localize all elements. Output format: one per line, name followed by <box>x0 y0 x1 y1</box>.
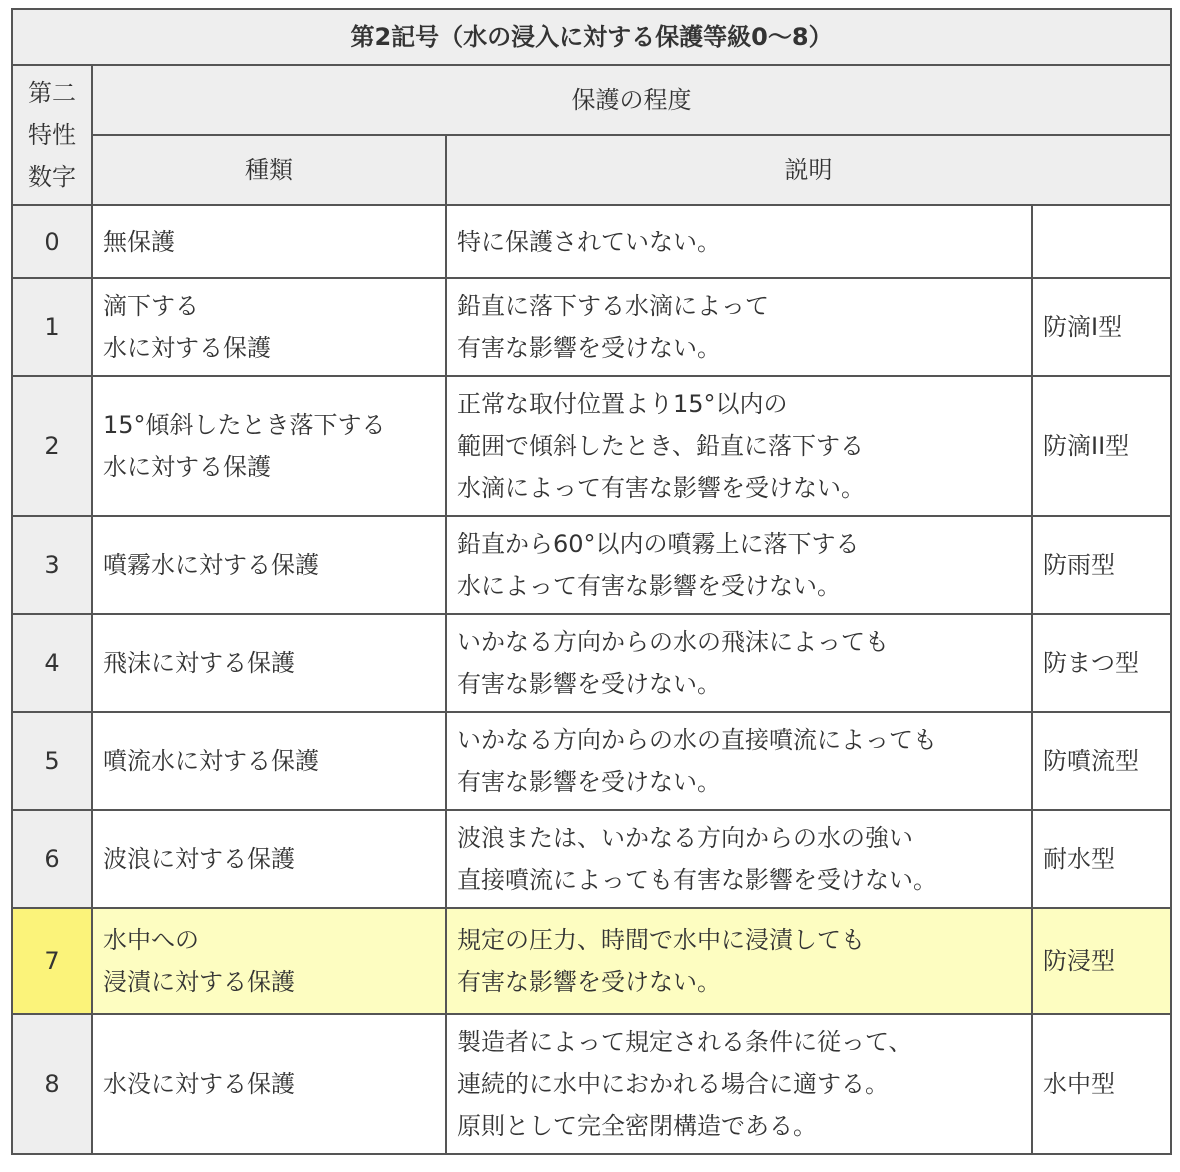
grade-number: 0 <box>12 205 92 278</box>
protection-type-line: 水中への <box>103 926 199 954</box>
protection-description-line: 特に保護されていない。 <box>457 227 721 256</box>
protection-class-name: 防まつ型 <box>1032 614 1171 712</box>
protection-type-line: 飛沫に対する保護 <box>103 649 295 677</box>
protection-description-line: 有害な影響を受けない。 <box>457 334 721 362</box>
protection-description <box>446 516 1032 614</box>
protection-class-name: 防浸型 <box>1032 908 1171 1014</box>
protection-description-line: 水によって有害な影響を受けない。 <box>457 572 841 600</box>
protection-type-line: 噴流水に対する保護 <box>103 747 319 775</box>
protection-description-line: 鉛直に落下する水滴によって <box>457 292 769 320</box>
grade-number: 3 <box>12 516 92 614</box>
grade-number: 2 <box>12 376 92 516</box>
protection-type <box>92 278 446 376</box>
protection-description <box>446 1014 1032 1154</box>
table-row <box>12 810 1171 908</box>
protection-description-line: 有害な影響を受けない。 <box>457 768 721 796</box>
protection-description-line: 鉛直から60°以内の噴霧上に落下する <box>457 530 860 558</box>
protection-description-line: 波浪または、いかなる方向からの水の強い <box>457 824 913 852</box>
protection-type <box>92 1014 446 1154</box>
protection-description <box>446 376 1032 516</box>
table-row <box>12 908 1171 1014</box>
table-row <box>12 278 1171 376</box>
protection-type-line: 水没に対する保護 <box>103 1070 295 1098</box>
protection-class-name: 防雨型 <box>1032 516 1171 614</box>
protection-class-name: 耐水型 <box>1032 810 1171 908</box>
protection-description-line: 水滴によって有害な影響を受けない。 <box>457 474 865 502</box>
grade-number: 4 <box>12 614 92 712</box>
grade-number: 5 <box>12 712 92 810</box>
grade-number: 8 <box>12 1014 92 1154</box>
protection-type <box>92 614 446 712</box>
protection-type <box>92 810 446 908</box>
table-row <box>12 516 1171 614</box>
header-digit-line: 数字 <box>28 163 76 191</box>
protection-type-line: 噴霧水に対する保護 <box>103 551 319 579</box>
protection-description <box>446 278 1032 376</box>
protection-type-line: 15°傾斜したとき落下する <box>103 411 386 439</box>
grade-number: 1 <box>12 278 92 376</box>
protection-description-line: いかなる方向からの水の直接噴流によっても <box>457 726 937 754</box>
protection-class-name: 防噴流型 <box>1032 712 1171 810</box>
protection-type-line: 滴下する <box>103 292 199 320</box>
protection-description-line: 有害な影響を受けない。 <box>457 670 721 698</box>
header-description: 説明 <box>446 135 1171 205</box>
protection-description-line: 範囲で傾斜したとき、鉛直に落下する <box>457 432 865 460</box>
protection-type <box>92 516 446 614</box>
protection-type <box>92 712 446 810</box>
table-row <box>12 614 1171 712</box>
header-digit-line: 第二 <box>28 79 76 107</box>
table-row <box>12 1014 1171 1154</box>
protection-type <box>92 908 446 1014</box>
protection-description <box>446 810 1032 908</box>
protection-type-line: 水に対する保護 <box>103 453 271 481</box>
protection-class-name: 防滴II型 <box>1032 376 1171 516</box>
protection-class-name: 水中型 <box>1032 1014 1171 1154</box>
protection-description <box>446 712 1032 810</box>
protection-description-line: 直接噴流によっても有害な影響を受けない。 <box>457 866 937 894</box>
protection-type <box>92 205 446 278</box>
header-digit-line: 特性 <box>28 121 76 149</box>
grade-number: 6 <box>12 810 92 908</box>
protection-class-name <box>1032 205 1171 278</box>
protection-description-line: いかなる方向からの水の飛沫によっても <box>457 628 889 656</box>
table-row <box>12 205 1171 278</box>
protection-type-line: 水に対する保護 <box>103 334 271 362</box>
protection-description-line: 有害な影響を受けない。 <box>457 968 721 996</box>
header-digit <box>12 65 92 205</box>
protection-description <box>446 614 1032 712</box>
protection-type-line: 無保護 <box>103 227 175 256</box>
protection-description-line: 原則として完全密閉構造である。 <box>457 1112 817 1140</box>
protection-description-line: 製造者によって規定される条件に従って、 <box>457 1028 913 1056</box>
protection-description <box>446 908 1032 1014</box>
header-type: 種類 <box>92 135 446 205</box>
protection-description <box>446 205 1032 278</box>
protection-description-line: 正常な取付位置より15°以内の <box>457 390 788 418</box>
protection-class-name: 防滴I型 <box>1032 278 1171 376</box>
grade-number: 7 <box>12 908 92 1014</box>
table-row <box>12 376 1171 516</box>
protection-description-line: 連続的に水中におかれる場合に適する。 <box>457 1070 889 1098</box>
table-row <box>12 712 1171 810</box>
protection-type <box>92 376 446 516</box>
header-degree: 保護の程度 <box>92 65 1171 135</box>
protection-type-line: 波浪に対する保護 <box>103 845 295 873</box>
table-title: 第2記号（水の浸入に対する保護等級0～8） <box>12 9 1171 65</box>
protection-type-line: 浸漬に対する保護 <box>103 968 295 996</box>
protection-description-line: 規定の圧力、時間で水中に浸漬しても <box>457 926 865 954</box>
ip-protection-table <box>11 8 1172 1155</box>
